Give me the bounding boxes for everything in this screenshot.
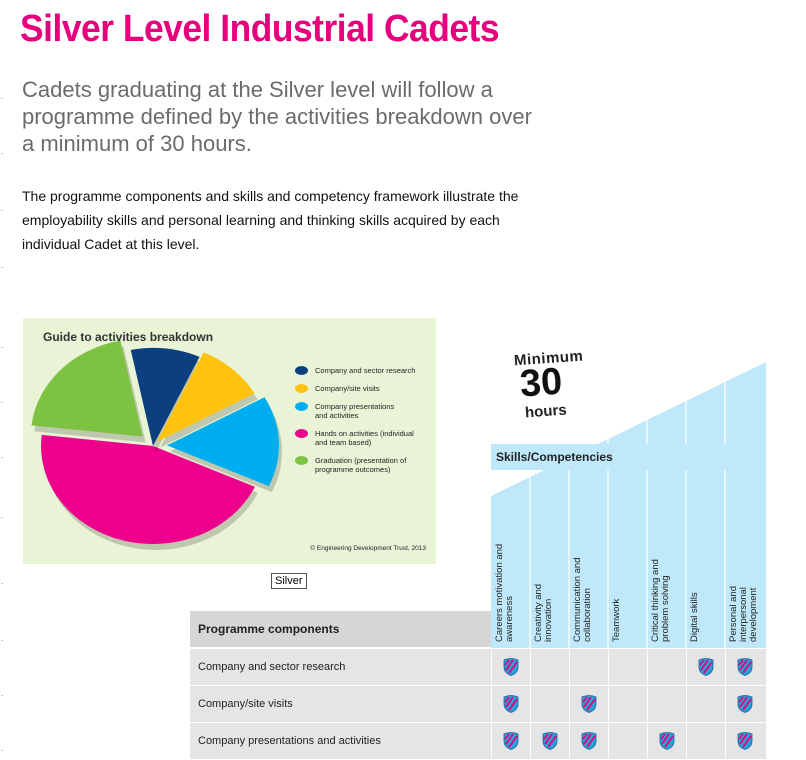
legend-label: Company presentations and activities — [315, 402, 395, 420]
skill-column-label: Careers motivation and awareness — [494, 543, 515, 642]
copyright-note: © Engineering Development Trust, 2013 — [310, 545, 426, 552]
shield-icon — [659, 732, 675, 750]
table-row: Company/site visits — [190, 686, 491, 722]
table-cell — [609, 649, 647, 685]
legend-label: Company and sector research — [315, 366, 416, 375]
shield-icon — [581, 695, 597, 713]
shield-icon — [503, 732, 519, 750]
skill-column-label: Communication and collaboration — [572, 557, 593, 642]
table-cell — [648, 686, 686, 722]
minimum-label: Minimum — [513, 347, 584, 370]
intro-text: Cadets graduating at the Silver level will follow a programme defined by the activities breakdown over a minimum of 30 hours. — [22, 77, 532, 156]
minimum-hours-number: 30 — [518, 360, 564, 406]
table-cell — [531, 686, 569, 722]
shield-icon — [542, 732, 558, 750]
skill-column-label: Personal and interpersonal development — [728, 586, 759, 642]
shield-icon — [581, 732, 597, 750]
legend-label: Company/site visits — [315, 384, 380, 393]
shield-icon — [503, 695, 519, 713]
body-text: The programme components and skills and competency framework illustrate the employability skills and personal learning and thinking skills acquired by each individual Cadet at this level. — [22, 188, 519, 252]
table-row: Company and sector research — [190, 649, 491, 685]
silver-image-label: Silver — [271, 573, 307, 589]
skill-column-label: Critical thinking and problem solving — [650, 559, 671, 642]
skill-column-label: Teamwork — [611, 598, 622, 642]
table-cell — [687, 723, 725, 759]
table-cell — [570, 649, 608, 685]
shield-icon — [737, 732, 753, 750]
skill-column-label: Digital skills — [689, 592, 700, 642]
skill-column-label: Creativity and innovation — [533, 583, 554, 642]
shield-icon — [737, 695, 753, 713]
components-header: Programme components — [190, 611, 491, 647]
table-row: Company presentations and activities — [190, 723, 491, 759]
table-cell — [648, 649, 686, 685]
table-cell — [531, 649, 569, 685]
legend-label: Graduation (presentation of programme outcomes) — [315, 456, 407, 474]
legend-label: Hands on activities (individual and team based) — [315, 429, 414, 447]
shield-icon — [737, 658, 753, 676]
guide-title: Guide to activities breakdown — [43, 330, 214, 344]
shield-icon — [698, 658, 714, 676]
shield-icon — [503, 658, 519, 676]
table-cell — [687, 686, 725, 722]
table-cell — [609, 723, 647, 759]
skills-header: Skills/Competencies — [491, 444, 765, 470]
table-cell — [609, 686, 647, 722]
hours-label: hours — [524, 401, 568, 422]
page-title: Silver Level Industrial Cadets — [20, 8, 500, 50]
